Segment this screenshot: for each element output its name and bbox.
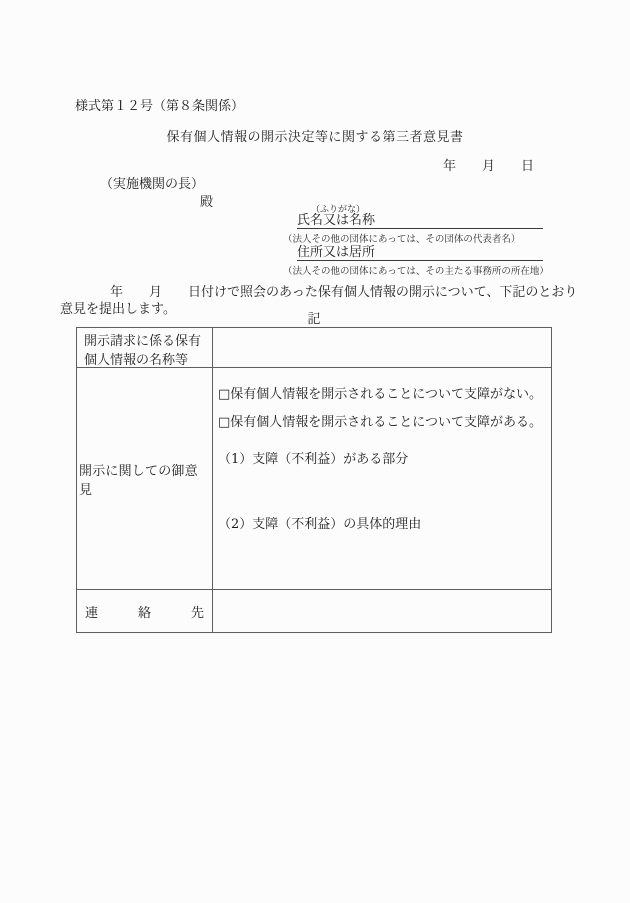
date-line: 年 月 日 xyxy=(443,159,535,174)
opinion-header: 開示に関しての御意見 xyxy=(77,368,213,589)
checkbox-option-has-obstacle-label: 保有個人情報を開示されることについて支障がある。 xyxy=(230,415,543,430)
address-field[interactable]: 住所又は居所 xyxy=(297,245,543,261)
addressee-honorific: 殿 xyxy=(200,195,214,210)
requested-info-header xyxy=(77,328,213,367)
table-row-requested-info xyxy=(77,328,551,368)
contact-header-char3: 先 xyxy=(190,605,204,621)
contact-header-char2: 絡 xyxy=(137,605,151,621)
furigana-label: （ふりがな） xyxy=(311,205,366,215)
contact-header xyxy=(77,590,213,632)
opinion-value-cell xyxy=(213,368,551,589)
obstacle-part-item: （1）支障（不利益）がある部分 xyxy=(218,452,409,467)
body-text-line2: 意見を提出します。 xyxy=(60,302,176,317)
opinion-table xyxy=(76,327,552,633)
document-title: 保有個人情報の開示決定等に関する第三者意見書 xyxy=(166,130,464,145)
body-text-line1: 年 月 日付けで照会のあった保有個人情報の開示について、下記のとおり xyxy=(110,285,578,300)
contact-header-char1: 連 xyxy=(85,605,99,621)
obstacle-reason-item: （2）支障（不利益）の具体的理由 xyxy=(218,517,422,532)
checkbox-option-no-obstacle[interactable] xyxy=(218,383,542,402)
addressee-organization: （実施機関の長） xyxy=(100,177,205,192)
checkbox-option-no-obstacle-label: 保有個人情報を開示されることについて支障がない。 xyxy=(230,387,543,402)
name-field-note: （法人その他の団体にあっては、その団体の代表者名） xyxy=(283,234,521,245)
record-marker: 記 xyxy=(307,312,321,327)
checkbox-icon[interactable]: □ xyxy=(218,387,231,402)
checkbox-option-has-obstacle[interactable] xyxy=(218,411,542,430)
table-row-opinion xyxy=(77,368,551,590)
form-number: 様式第１２号（第８条関係） xyxy=(75,99,245,114)
requested-info-header-line2: 個人情報の名称等 xyxy=(84,353,189,368)
checkbox-icon[interactable]: □ xyxy=(218,415,231,430)
table-row-contact xyxy=(77,590,551,632)
requested-info-value-cell[interactable] xyxy=(213,328,551,367)
requested-info-header-line1: 開示請求に係る保有 xyxy=(84,334,202,349)
name-field[interactable]: 氏名又は名称 xyxy=(297,213,543,229)
contact-value-cell[interactable] xyxy=(213,590,551,632)
address-field-note: （法人その他の団体にあっては、その主たる事務所の所在地） xyxy=(283,266,549,277)
